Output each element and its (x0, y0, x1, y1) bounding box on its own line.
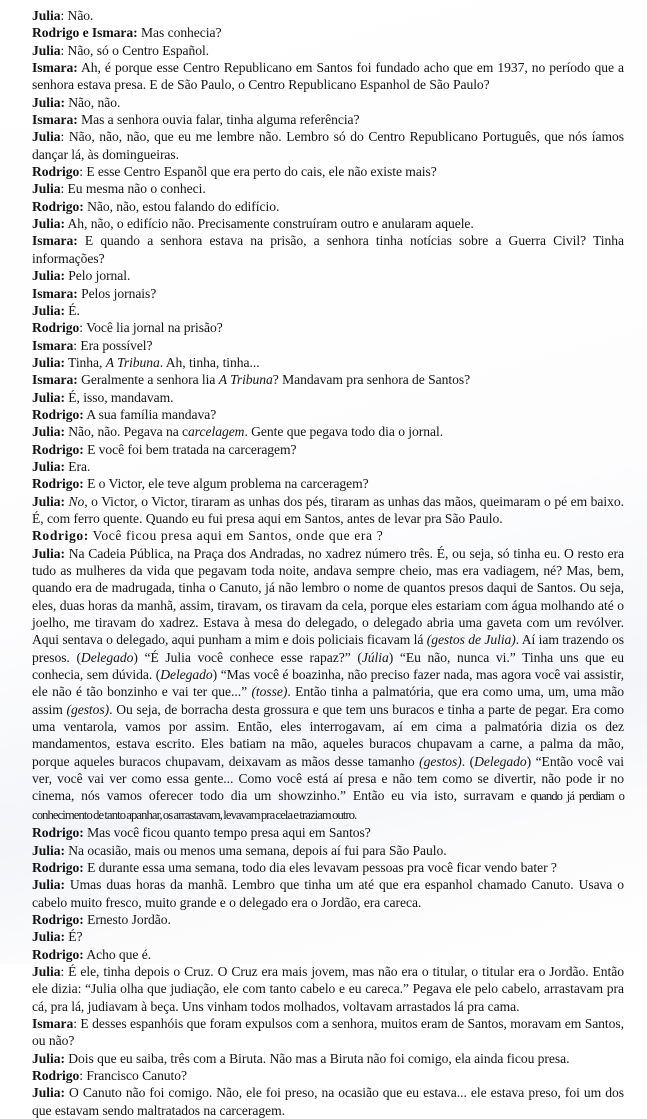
speaker-separator: : (79, 1067, 83, 1083)
speaker-name: Rodrigo: (32, 476, 84, 492)
utterance-text: E durante essa uma semana, todo dia eles levavam pessoas pra você ficar vendo bater ? (83, 859, 557, 875)
utterance-text: É, isso, mandavam. (64, 389, 174, 405)
italic-annotation: A Tribuna (218, 372, 273, 388)
utterance-text: . Ou seja, de borracha desta grossura e que tem uns buracos e tinha a parte de pegar. Era como uma ventarola, vamos por assim. Então, eles interrogavam, aí em cima a palmatória dizia os dez mandamentos, estava escrito. Eles batiam na mão, aqueles buracos chupavam a carne, a palma da mão, porque aqueles buracos chupavam, deixavam as mãos desse tamanho (32, 701, 624, 769)
dialogue-entry (32, 1084, 624, 1119)
dialogue-entry (32, 232, 624, 267)
italic-annotation: Delegado (160, 667, 213, 683)
dialogue-entry (32, 94, 624, 111)
utterance-text: . Aí iam trazendo os presos. ( (32, 632, 624, 665)
dialogue-entry (32, 963, 624, 1015)
speaker-name: Rodrigo: (32, 198, 84, 214)
speaker-name: Julia: (32, 354, 65, 370)
speaker-name: Ismara (32, 1015, 74, 1031)
dialogue-entry (32, 180, 624, 197)
dialogue-entry (32, 128, 624, 163)
speaker-name: Ismara: (32, 372, 78, 388)
dialogue-entry (32, 389, 624, 406)
speaker-name: Rodrigo: (32, 859, 84, 875)
utterance-text: o Victor, o Victor, tiraram as unhas dos pés, tiraram as unhas das mãos, queimaram o pé em baixo. É, com ferro quente. Quando eu fui presa aqui em Santos, antes de levar pra São Paulo. (32, 493, 624, 526)
speaker-separator: : (79, 320, 83, 336)
utterance-text: Pelo jornal. (64, 268, 131, 284)
italic-annotation: Júlia (361, 649, 389, 665)
speaker-name: Rodrigo: (32, 911, 84, 927)
italic-annotation: No, (68, 493, 88, 509)
speaker-name: Rodrigo (32, 164, 80, 180)
speaker-name: Julia (32, 129, 61, 145)
utterance-text: E esse Centro Espanõl que era perto do cais, ele não existe mais? (82, 164, 437, 180)
utterance-text: Mas a senhora ouvia falar, tinha alguma referência? (77, 112, 360, 128)
utterance-text: Na Cadeia Pública, na Praça dos Andradas, no xadrez número três. É, ou seja, só tinha eu. O resto era tudo as mulheres da vida que pegavam toda noite, andava sempre cheio, mas era vadiagem, né? Mas, bem, quando era de madrugada, tinha o Canuto, já não lembro o nome de quantos presos daqui de Santos. Ou seja, eles, duas horas da manhã, assim, tiravam, os tiravam da cela, porque eles estariam com água molhando até o joelho, me tiravam do xadrez. Estava à mesa do delegado, o delegado abria uma gaveta com um revólver. Aqui sentava o delegado, aqui punham a mim e dois policiais ficavam lá (32, 545, 624, 648)
dialogue-entry (32, 493, 624, 528)
utterance-text: Não, não. Pegava na c (64, 424, 189, 440)
speaker-name: Rodrigo: (32, 441, 84, 457)
speaker-name: Ismara: (32, 233, 78, 249)
speaker-separator: : (60, 129, 65, 145)
speaker-name: Julia: (32, 268, 65, 284)
dialogue-entry (32, 285, 624, 302)
speaker-name: Julia: (32, 302, 65, 318)
italic-annotation: Delegado (474, 753, 527, 769)
utterance-text: . ( (461, 753, 475, 769)
utterance-text: ) “Eu não, nunca vi.” Tinha uns que eu conhecia, sem dúvida. ( (32, 649, 625, 683)
utterance-text: Não. (64, 8, 94, 23)
dialogue-entry (32, 1067, 624, 1084)
utterance-text: ) “Então você vai ver, você vai ver como essa gente... Como você está aí presa e não tem como se divertir, não pode ir no cinema, nós vamos oferecer todo dia um showzinho.” Então eu via isto, surravam (32, 753, 624, 804)
utterance-text: Francisco Canuto? (82, 1067, 188, 1083)
speaker-name: Julia: (32, 493, 65, 509)
speaker-separator: : (60, 8, 65, 23)
dialogue-entry (32, 1015, 624, 1050)
dialogue-entry (32, 824, 624, 841)
utterance-text: ) “Mas você é boazinha, não preciso fazer nada, mas agora você vai assistir, ele não é tão bonzinho e vai ter que...” (32, 667, 624, 700)
utterance-text: E você foi bem tratada na carceragem? (83, 441, 297, 457)
speaker-name: Julia: (32, 1085, 65, 1101)
utterance-text: . Então tinha a palmatória, que era como uma, um, uma mão assim (32, 684, 624, 717)
dialogue-entry (32, 441, 624, 458)
utterance-text: É ele, tinha depois o Cruz. O Cruz era mais jovem, mas não era o titular, o titular era o Jordão. Então ele dizia: “Julia olha que judiação, ele com tanto cabelo e eu careca.” Pegava ele pelo cabelo, arrastavam pra cá, pra lá, judiavam à beça. Uns vinham todos molhados, voltavam arrastados lá pra cama. (32, 963, 624, 1014)
dialogue-entry (32, 475, 624, 492)
speaker-name: Ismara: (32, 285, 78, 301)
italic-annotation: (gestos) (66, 701, 110, 717)
speaker-separator: : (79, 164, 83, 180)
italic-annotation: A Tribuna (105, 354, 160, 370)
speaker-separator: : (60, 42, 65, 58)
speaker-name: Julia (32, 8, 61, 23)
dialogue-entry (32, 111, 624, 128)
dialogue-entry (32, 911, 624, 928)
italic-annotation: (gestos) (419, 753, 462, 769)
utterance-text: O Canuto não foi comigo. Não, ele foi preso, na ocasião que eu estava... ele estava preso, foi um dos que estavam sendo maltratados na carceragem. (32, 1085, 624, 1118)
utterance-text: Você ficou presa aqui em Santos, onde que era ? (88, 528, 384, 544)
speaker-name: Julia: (32, 842, 65, 858)
utterance-text: ) “É Julia você conhece esse rapaz?” ( (133, 649, 362, 665)
dialogue-entry (32, 163, 624, 180)
utterance-text: A sua família mandava? (83, 406, 217, 422)
utterance-text: Ernesto Jordão. (83, 911, 171, 927)
utterance-text: Eu mesma não o conheci. (64, 181, 206, 197)
dialogue-entry (32, 267, 624, 284)
speaker-name: Rodrigo: (32, 528, 89, 544)
utterance-text: Mas você ficou quanto tempo presa aqui em Santos? (83, 825, 371, 841)
italic-annotation: Delegado (80, 649, 134, 665)
utterance-text: Acho que é. (83, 946, 152, 962)
utterance-text: Você lia jornal na prisão? (82, 320, 223, 336)
utterance-text: Era possível? (76, 337, 153, 353)
dialogue-entry (32, 1050, 624, 1067)
dialogue-entry (32, 527, 624, 544)
utterance-text: E desses espanhóis que foram expulsos com a senhora, muitos eram de Santos, moravam em Santos, ou não? (32, 1015, 624, 1049)
utterance-text: Não, não, não, que eu me lembre não. Lembro só do Centro Republicano Português, que nós íamos dançar lá, às domingueiras. (32, 129, 624, 162)
utterance-text: Geralmente a senhora lia (77, 372, 219, 388)
dialogue-entry (32, 458, 624, 475)
utterance-text: É? (64, 929, 83, 945)
speaker-name: Julia: (32, 458, 65, 474)
speaker-name: Rodrigo: (32, 825, 84, 841)
speaker-name: Julia: (32, 877, 65, 893)
speaker-name: Rodrigo: (32, 946, 84, 962)
utterance-text: ? Mandavam pra senhora de Santos? (272, 372, 471, 388)
utterance-text: É. (64, 302, 80, 318)
dialogue-entry (32, 928, 624, 945)
speaker-name: Rodrigo e Ismara: (32, 25, 138, 41)
speaker-name: Julia: (32, 216, 65, 232)
condensed-text: e quando já perdiam o conhecimento de tanto apanhar, os arrastavam, levavam pra cela e traziam outro. (32, 789, 624, 822)
speaker-name: Julia: (32, 389, 65, 405)
dialogue-entry (32, 198, 624, 215)
dialogue-entry (32, 337, 624, 354)
utterance-text: Tinha, (64, 354, 106, 370)
utterance-text: Mas conhecia? (137, 25, 222, 41)
italic-annotation: (tosse) (251, 684, 288, 700)
speaker-name: Ismara (32, 337, 74, 353)
dialogue-entry (32, 423, 624, 440)
speaker-name: Julia: (32, 424, 65, 440)
dialogue-entry (32, 24, 624, 41)
speaker-separator: : (60, 963, 65, 979)
dialogue-entry (32, 876, 624, 911)
dialogue-entry (32, 859, 624, 876)
dialogue-entry (32, 302, 624, 319)
utterance-text: E quando a senhora estava na prisão, a senhora tinha notícias sobre a Guerra Civil? Tinha informações? (32, 233, 624, 266)
utterance-text: Era. (64, 458, 91, 474)
dialogue-entry (32, 545, 624, 825)
dialogue-entry (32, 371, 624, 388)
speaker-name: Julia (32, 42, 61, 58)
utterance-text: E o Victor, ele teve algum problema na carceragem? (83, 476, 369, 492)
utterance-text: Ah, não, o edifício não. Precisamente construíram outro e anularam aquele. (64, 216, 474, 232)
speaker-name: Julia (32, 963, 61, 979)
dialogue-entry (32, 7, 624, 24)
utterance-text: . Ah, tinha, tinha... (159, 354, 260, 370)
utterance-text: Pelos jornais? (77, 285, 157, 301)
interview-transcript (32, 7, 624, 1119)
italic-annotation: (gestos de Julia) (426, 632, 516, 648)
utterance-text: Dois que eu saiba, três com a Biruta. Não mas a Biruta não foi comigo, ela ainda ficou presa. (64, 1050, 570, 1066)
speaker-name: Julia: (32, 94, 65, 110)
speaker-name: Julia: (32, 929, 65, 945)
speaker-separator: : (73, 1015, 77, 1031)
dialogue-entry (32, 406, 624, 423)
speaker-name: Julia (32, 181, 61, 197)
utterance-text: Umas duas horas da manhã. Lembro que tinha um até que era espanhol chamado Canuto. Usava o cabelo muito fresco, muito grande e o delegado era o Jordão, era careca. (32, 877, 624, 910)
italic-annotation: arcelagem (188, 424, 245, 440)
speaker-name: Rodrigo (32, 320, 80, 336)
speaker-name: Julia: (32, 545, 65, 561)
dialogue-entry (32, 42, 624, 59)
speaker-name: Rodrigo (32, 1067, 80, 1083)
speaker-name: Julia: (32, 1050, 65, 1066)
utterance-text: Não, não. (64, 94, 121, 110)
speaker-separator: : (60, 181, 65, 197)
utterance-text: Na ocasião, mais ou menos uma semana, depois aí fui para São Paulo. (64, 842, 447, 858)
dialogue-entry (32, 215, 624, 232)
speaker-name: Ismara: (32, 60, 78, 76)
speaker-name: Ismara: (32, 112, 78, 128)
utterance-text: Ah, é porque esse Centro Republicano em Santos foi fundado acho que em 1937, no período que a senhora estava presa. E de São Paulo, o Centro Republicano Espanhol de São Paulo? (32, 60, 624, 93)
dialogue-entry (32, 59, 624, 94)
dialogue-entry (32, 354, 624, 371)
speaker-name: Rodrigo: (32, 406, 84, 422)
speaker-separator: : (73, 337, 77, 353)
utterance-text: . Gente que pegava todo dia o jornal. (244, 424, 444, 440)
dialogue-entry (32, 319, 624, 336)
utterance-text: Não, só o Centro Español. (64, 42, 210, 58)
dialogue-entry (32, 946, 624, 963)
utterance-text: Não, não, estou falando do edifício. (83, 198, 280, 214)
dialogue-entry (32, 842, 624, 859)
